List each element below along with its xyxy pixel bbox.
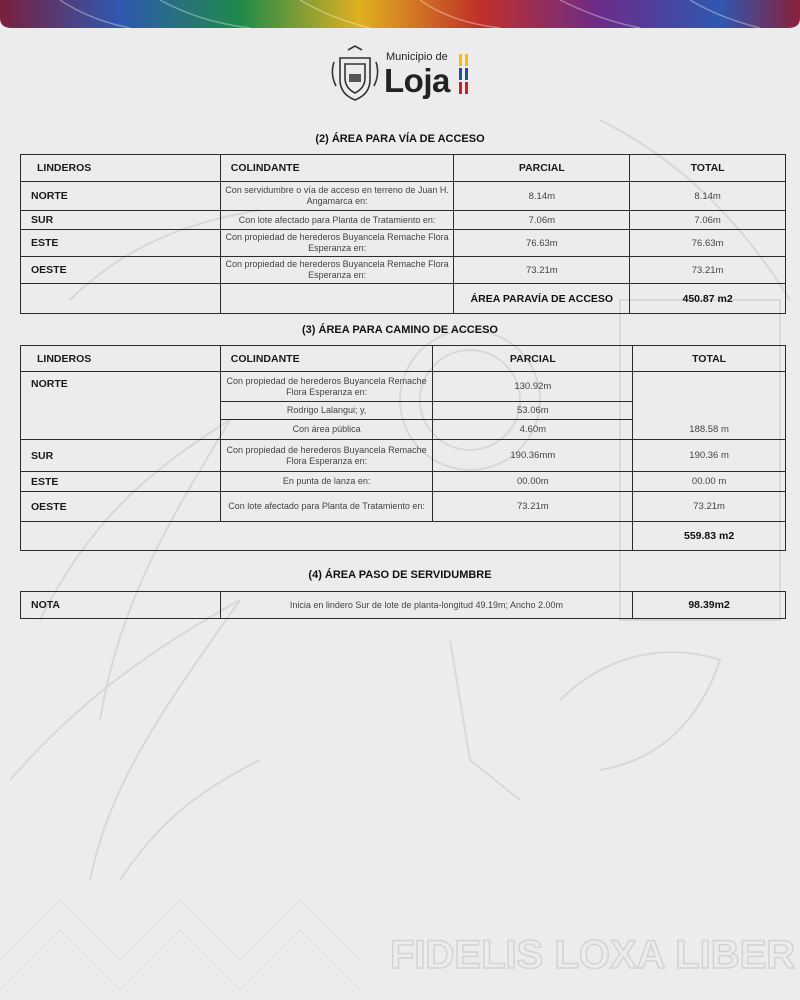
table-row (21, 257, 786, 284)
logo-line1: Municipio de (386, 51, 448, 63)
table-row (21, 230, 786, 257)
lindero-cell: OESTE (21, 492, 221, 522)
flag-bars-icon (458, 52, 472, 102)
municipio-logo (328, 44, 478, 106)
section3-table (20, 345, 786, 551)
parcial-cell: 130.92m (433, 372, 633, 402)
empty-cell (21, 284, 221, 314)
lindero-cell: OESTE (21, 257, 221, 284)
summary-row (21, 284, 786, 314)
parcial-cell: 7.06m (454, 211, 630, 230)
section2-table (20, 154, 786, 314)
section4-table (20, 591, 786, 619)
logo-line2: Loja (384, 62, 450, 99)
colindante-cell: Con propiedad de herederos Buyancela Remache Flora Esperanza en: (220, 230, 454, 257)
header-total: TOTAL (630, 155, 786, 182)
lindero-cell: ESTE (21, 230, 221, 257)
total-cell: 76.63m (630, 230, 786, 257)
header-parcial: PARCIAL (454, 155, 630, 182)
parcial-cell: 00.00m (433, 472, 633, 492)
colindante-cell: Con propiedad de herederos Buyancela Remache Flora Esperanza en: (220, 372, 433, 402)
coat-of-arms-icon (328, 44, 382, 104)
summary-label: ÁREA PARAVÍA DE ACCESO (454, 284, 630, 314)
lindero-cell: SUR (21, 211, 221, 230)
colindante-cell: En punta de lanza en: (220, 472, 433, 492)
colindante-cell: Con propiedad de herederos Buyancela Remache Flora Esperanza en: (220, 257, 454, 284)
table-row (21, 372, 786, 402)
table-row (21, 492, 786, 522)
total-cell: 00.00 m (633, 472, 786, 492)
table-row (21, 182, 786, 211)
section4-title: (4) ÁREA PASO DE SERVIDUMBRE (308, 569, 492, 581)
summary-value: 450.87 m2 (630, 284, 786, 314)
nota-label: NOTA (21, 592, 221, 619)
colindante-cell: Rodrigo Lalangui; y, (220, 402, 433, 420)
table-header-row (21, 155, 786, 182)
watermark-text: FIDELIS LOXA LIBER (390, 933, 796, 977)
nota-description: Inicia en lindero Sur de lote de planta-longitud 49.19m; Ancho 2.00m (220, 592, 632, 619)
empty-cell (220, 284, 454, 314)
total-cell: 73.21m (633, 492, 786, 522)
header-linderos: LINDEROS (21, 346, 221, 372)
table-row (21, 440, 786, 472)
colindante-cell: Con propiedad de herederos Buyancela Remache Flora Esperanza en: (220, 440, 433, 472)
parcial-cell: 190.36mm (433, 440, 633, 472)
parcial-cell: 73.21m (433, 492, 633, 522)
section3-title: (3) ÁREA PARA CAMINO DE ACCESO (302, 324, 498, 336)
total-cell: 190.36 m (633, 440, 786, 472)
colindante-cell: Con lote afectado para Planta de Tratamiento en: (220, 211, 454, 230)
colindante-cell: Con lote afectado para Planta de Tratamiento en: (220, 492, 433, 522)
nota-total: 98.39m2 (633, 592, 786, 619)
table-row (21, 592, 786, 619)
lindero-cell: NORTE (21, 182, 221, 211)
parcial-cell: 76.63m (454, 230, 630, 257)
empty-cell (21, 522, 633, 551)
header-colindante: COLINDANTE (220, 155, 454, 182)
parcial-cell: 8.14m (454, 182, 630, 211)
header-colindante: COLINDANTE (220, 346, 433, 372)
table-row (21, 211, 786, 230)
parcial-cell: 73.21m (454, 257, 630, 284)
table-row (21, 472, 786, 492)
total-cell: 73.21m (630, 257, 786, 284)
lindero-cell: NORTE (21, 372, 221, 440)
parcial-cell: 53.06m (433, 402, 633, 420)
section2-title: (2) ÁREA PARA VÍA DE ACCESO (315, 133, 485, 145)
top-decorative-band (0, 0, 800, 30)
total-cell: 188.58 m (633, 372, 786, 440)
total-cell: 7.06m (630, 211, 786, 230)
total-cell: 8.14m (630, 182, 786, 211)
header-total: TOTAL (633, 346, 786, 372)
colindante-cell: Con área pública (220, 420, 433, 440)
lindero-cell: ESTE (21, 472, 221, 492)
header-parcial: PARCIAL (433, 346, 633, 372)
summary-value: 559.83 m2 (633, 522, 786, 551)
lindero-cell: SUR (21, 440, 221, 472)
header-linderos: LINDEROS (21, 155, 221, 182)
summary-row (21, 522, 786, 551)
colindante-cell: Con servidumbre o vía de acceso en terreno de Juan H. Angamarca en: (220, 182, 454, 211)
table-header-row (21, 346, 786, 372)
parcial-cell: 4.60m (433, 420, 633, 440)
